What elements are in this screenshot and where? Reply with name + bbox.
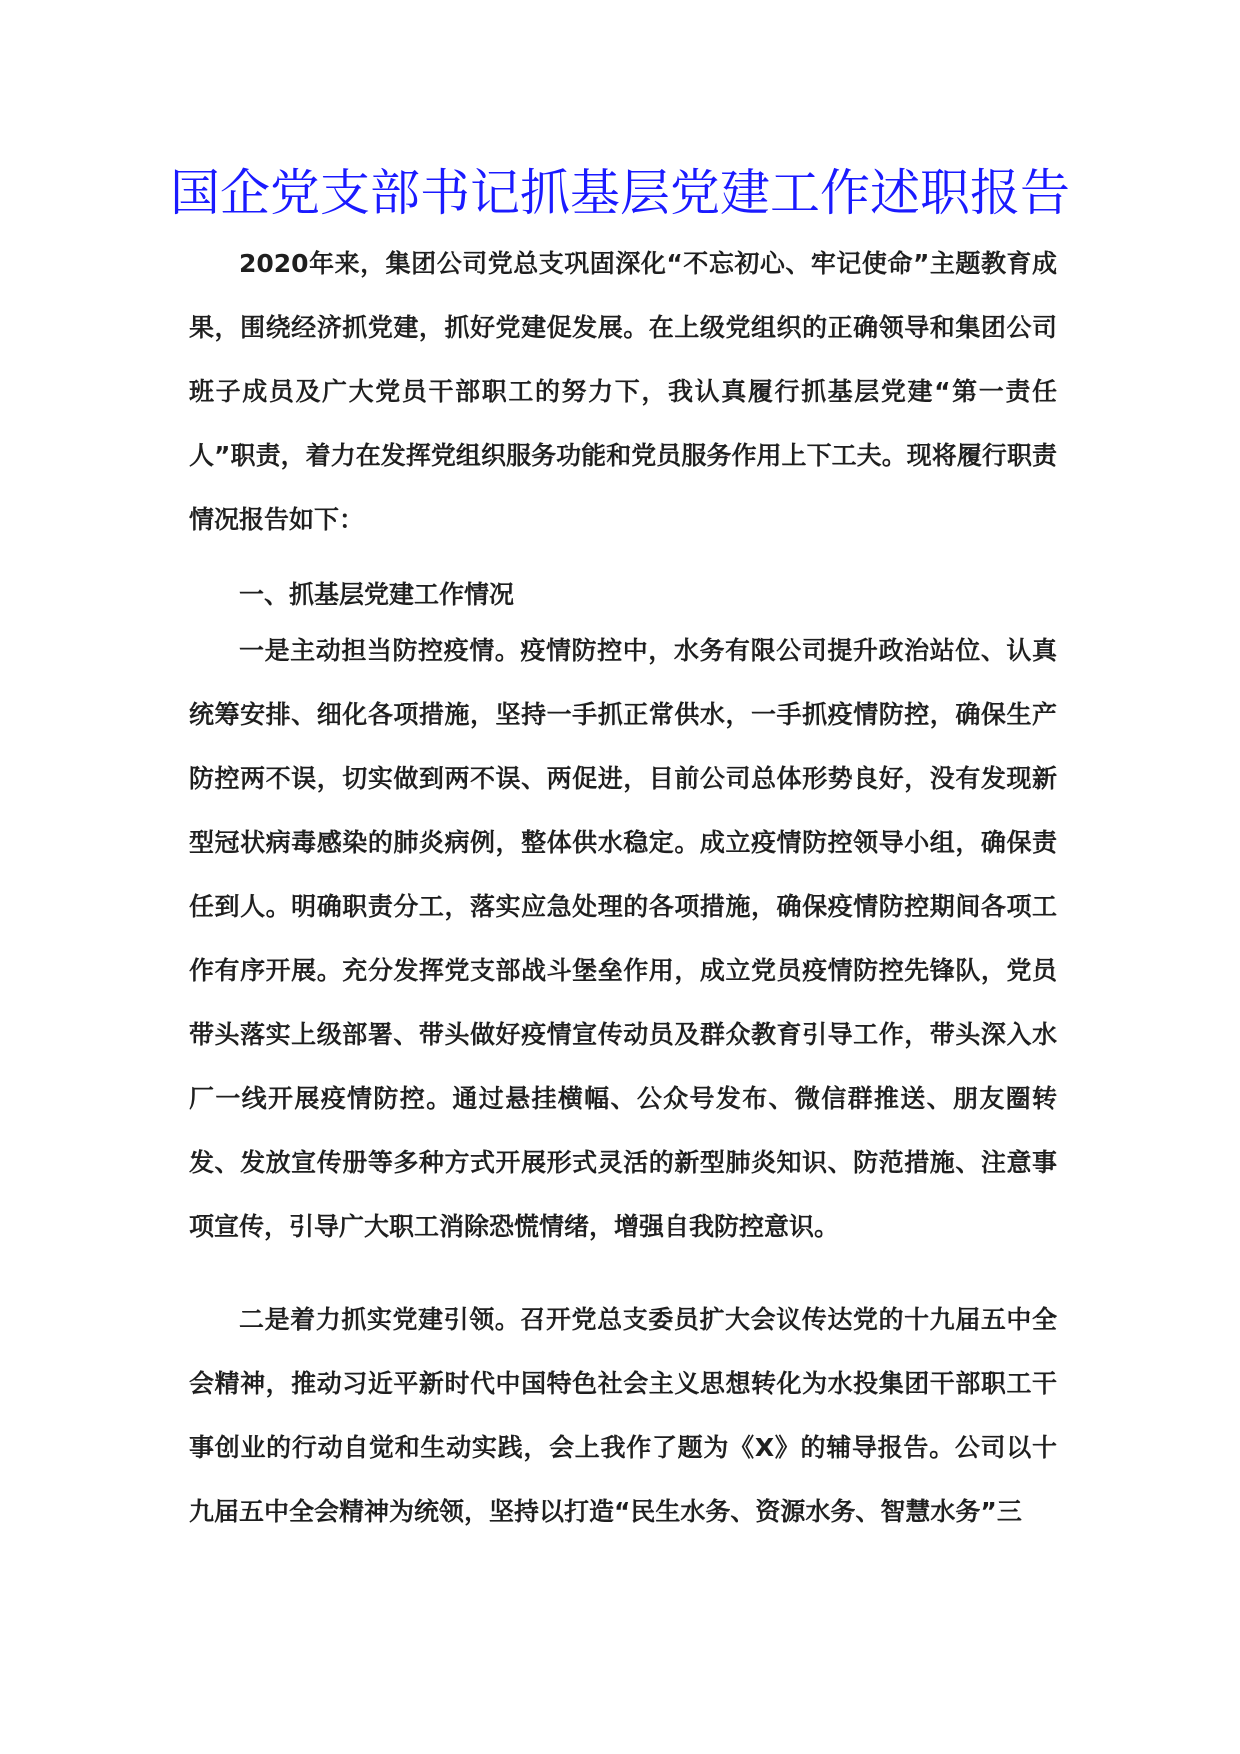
intro-paragraph: 2020年来，集团公司党总支巩固深化“不忘初心、牢记使命”主题教育成果，围绕经济抓党建，抓好党建促发展。在上级党组织的正确领导和集团公司班子成员及广大党员干部职工的努力下，我认真履行抓基层党建“第一责任人”职责，着力在发挥党组织服务功能和党员服务作用上下工夫。现将履行职责情况报告如下： [189, 249, 1057, 534]
item-one-paragraph: 一是主动担当防控疫情。疫情防控中，水务有限公司提升政治站位、认真统筹安排、细化各项措施，坚持一手抓正常供水，一手抓疫情防控，确保生产防控两不误，切实做到两不误、两促进，目前公司总体形势良好，没有发现新型冠状病毒感染的肺炎病例，整体供水稳定。成立疫情防控领导小组，确保责任到人。明确职责分工，落实应急处理的各项措施，确保疫情防控期间各项工作有序开展。充分发挥党支部战斗堡垒作用，成立党员疫情防控先锋队，党员带头落实上级部署、带头做好疫情宣传动员及群众教育引导工作，带头深入水厂一线开展疫情防控。通过悬挂横幅、公众号发布、微信群推送、朋友圈转发、发放宣传册等多种方式开展形式灵活的新型肺炎知识、防范措施、注意事项宣传，引导广大职工消除恐慌情绪，增强自我防控意识。 [189, 636, 1057, 1241]
document-title: 国企党支部书记抓基层党建工作述职报告 [170, 164, 1070, 222]
item-two-paragraph: 二是着力抓实党建引领。召开党总支委员扩大会议传达党的十九届五中全会精神，推动习近平新时代中国特色社会主义思想转化为水投集团干部职工干事创业的行动自觉和生动实践，会上我作了题为《X》的辅导报告。公司以十九届五中全会精神为统领，坚持以打造“民生水务、资源水务、智慧水务”三 [189, 1305, 1057, 1526]
section-heading: 一、抓基层党建工作情况 [239, 580, 515, 609]
